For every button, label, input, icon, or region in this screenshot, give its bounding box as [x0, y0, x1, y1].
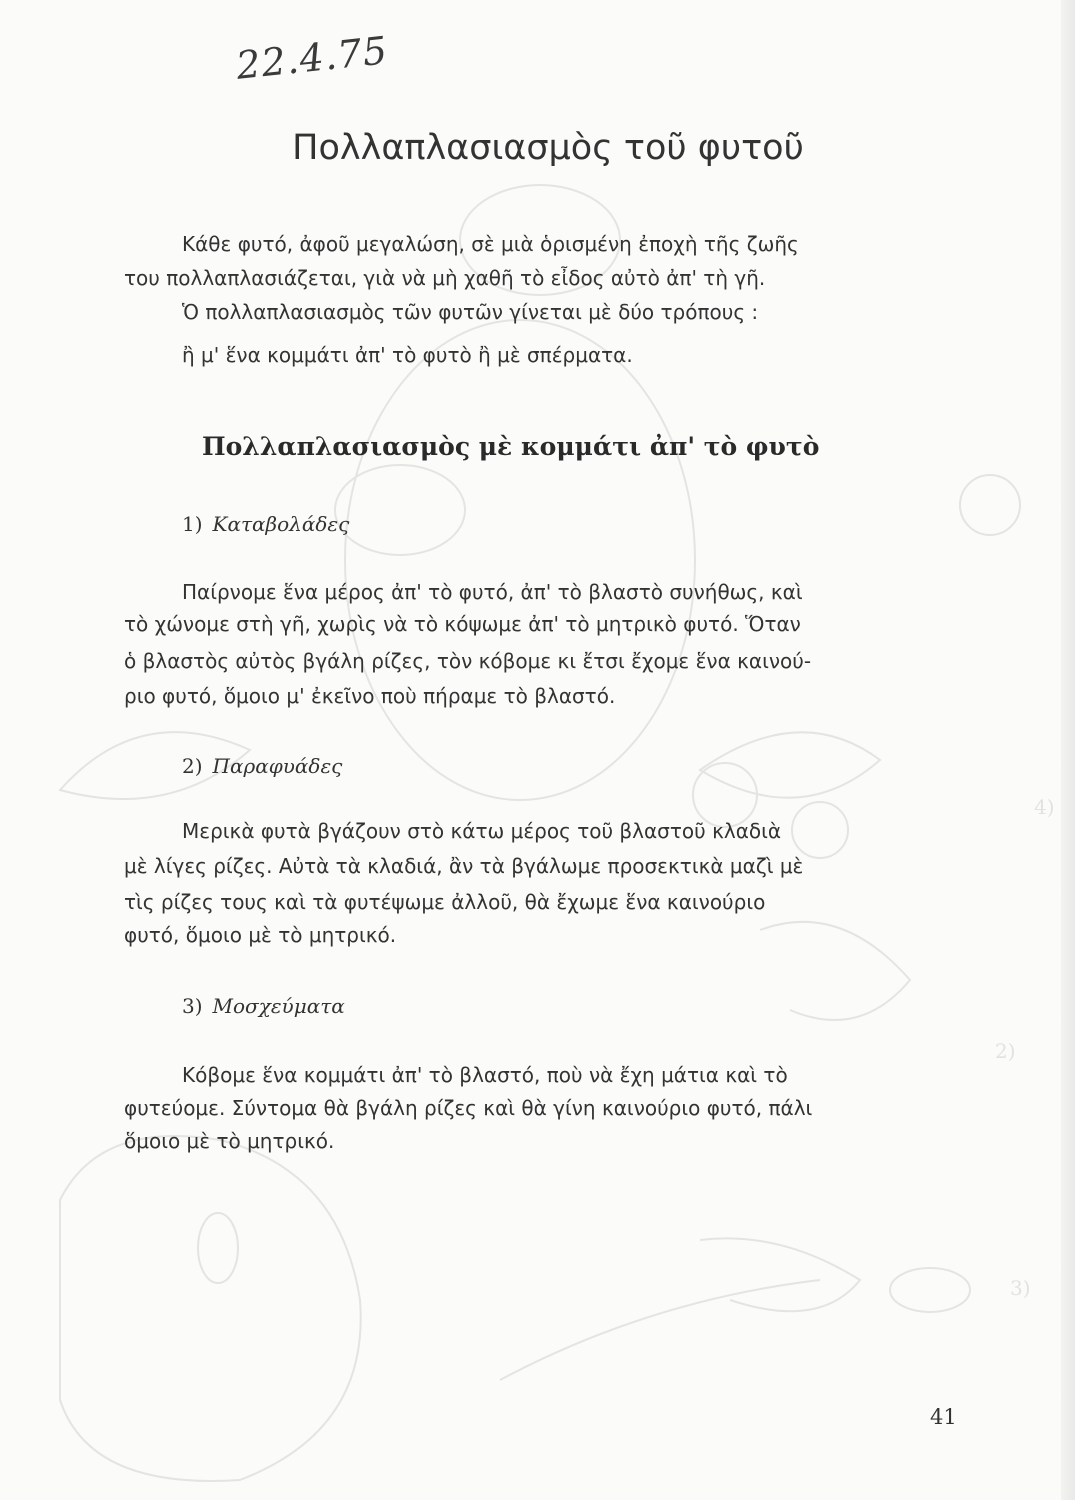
paragraph-line: Κόβομε ἕνα κομμάτι ἀπ' τὸ βλαστό, ποὺ νὰ ἔχη μάτια καὶ τὸ [182, 1063, 788, 1087]
page-number: 41 [930, 1405, 957, 1429]
method-number: 3) [182, 994, 203, 1018]
svg-text:4): 4) [1034, 795, 1055, 819]
paragraph-line: ὁ βλαστὸς αὐτὸς βγάλη ρίζες, τὸν κόβομε κι ἔτσι ἔχομε ἕνα καινού- [124, 649, 812, 673]
method-number: 1) [182, 512, 203, 536]
paragraph-line: μὲ λίγες ρίζες. Αὐτὰ τὰ κλαδιά, ἂν τὰ βγάλωμε προσεκτικὰ μαζὶ μὲ [124, 854, 804, 878]
paragraph-line: φυτό, ὅμοιο μὲ τὸ μητρικό. [124, 923, 397, 947]
paragraph-line: ὅμοιο μὲ τὸ μητρικό. [124, 1129, 335, 1153]
section-heading: Πολλαπλασιασμὸς μὲ κομμάτι ἀπ' τὸ φυτὸ [202, 432, 820, 461]
intro-line: Κάθε φυτό, ἀφοῦ μεγαλώση, σὲ μιὰ ὁρισμένη ἐποχὴ τῆς ζωῆς [182, 232, 799, 256]
intro-line: του πολλαπλασιάζεται, γιὰ νὰ μὴ χαθῆ τὸ εἶδος αὐτὸ ἀπ' τὴ γῆ. [124, 266, 766, 290]
intro-line: Ὁ πολλαπλασιασμὸς τῶν φυτῶν γίνεται μὲ δύο τρόπους : [182, 300, 759, 324]
paragraph-line: Παίρνομε ἕνα μέρος ἀπ' τὸ φυτό, ἀπ' τὸ βλαστὸ συνήθως, καὶ [182, 580, 803, 604]
method-heading [182, 754, 342, 778]
paragraph-line: τὶς ρίζες τους καὶ τὰ φυτέψωμε ἀλλοῦ, θὰ ἔχωμε ἕνα καινούριο [124, 890, 766, 914]
method-title: Παραφυάδες [212, 754, 343, 778]
page-title: Πολλαπλασιασμὸς τοῦ φυτοῦ [292, 128, 804, 168]
svg-text:2): 2) [995, 1039, 1016, 1063]
paragraph-line: ριο φυτό, ὅμοιο μ' ἐκεῖνο ποὺ πήραμε τὸ βλαστό. [124, 684, 616, 708]
handwritten-date: 22.4.75 [234, 28, 390, 88]
method-title: Καταβολάδες [212, 512, 350, 536]
svg-text:3): 3) [1010, 1276, 1031, 1300]
method-heading [182, 994, 345, 1018]
method-heading [182, 512, 349, 536]
paragraph-line: Μερικὰ φυτὰ βγάζουν στὸ κάτω μέρος τοῦ βλαστοῦ κλαδιὰ [182, 819, 782, 843]
paragraph-line: τὸ χώνομε στὴ γῆ, χωρὶς νὰ τὸ κόψωμε ἀπ' τὸ μητρικὸ φυτό. Ὅταν [124, 612, 801, 636]
paragraph-line: φυτεύομε. Σύντομα θὰ βγάλη ρίζες καὶ θὰ γίνη καινούριο φυτό, πάλι [124, 1096, 813, 1120]
intro-line: ἢ μ' ἕνα κομμάτι ἀπ' τὸ φυτὸ ἢ μὲ σπέρματα. [182, 343, 633, 367]
method-title: Μοσχεύματα [212, 994, 345, 1018]
method-number: 2) [182, 754, 203, 778]
